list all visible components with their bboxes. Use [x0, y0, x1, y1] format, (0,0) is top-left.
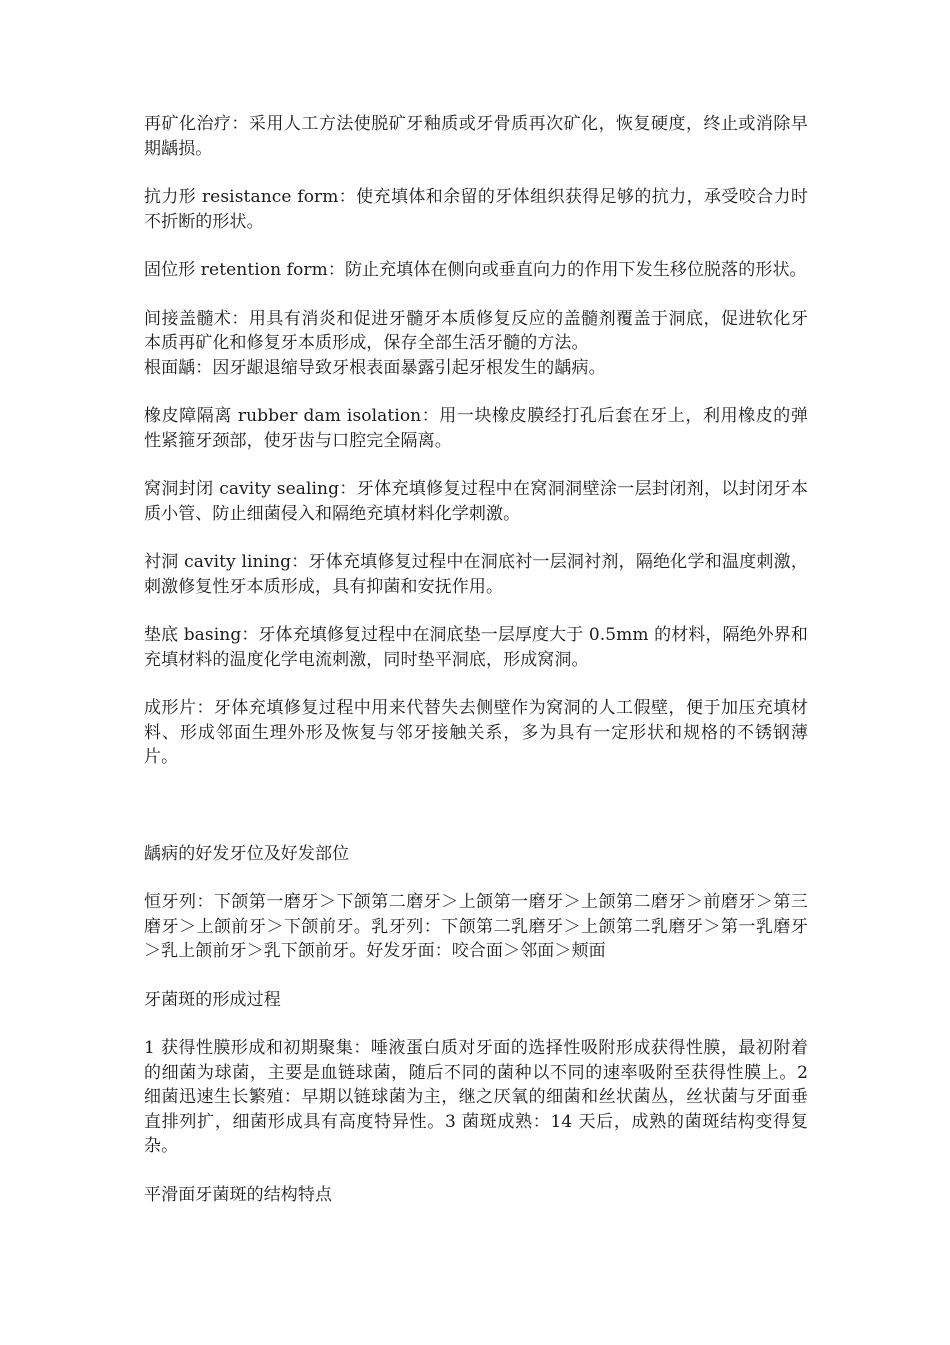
document-body: [144, 112, 808, 1231]
section-heading-plaque-formation: 牙菌斑的形成过程: [144, 989, 281, 1010]
section-heading-smooth-surface-plaque: 平滑面牙菌斑的结构特点: [144, 1184, 333, 1205]
paragraph-root-caries: 根面龋：因牙龈退缩导致牙根表面暴露引起牙根发生的龋病。: [144, 357, 606, 378]
paragraph-indirect-pulp-capping: 间接盖髓术：用具有消炎和促进牙髓牙本质修复反应的盖髓剂覆盖于洞底，促进软化牙本质再矿化和修复牙本质形成，保存全部生活牙髓的方法。: [144, 308, 808, 353]
paragraph-basing: 垫底 basing：牙体充填修复过程中在洞底垫一层厚度大于 0.5mm 的材料，隔绝外界和充填材料的温度化学电流刺激，同时垫平洞底，形成窝洞。: [144, 625, 808, 670]
section-gap: [144, 794, 808, 842]
paragraph-rubber-dam: 橡皮障隔离 rubber dam isolation：用一块橡皮膜经打孔后套在牙上，利用橡皮的弹性紧箍牙颈部，使牙齿与口腔完全隔离。: [144, 406, 808, 451]
paragraph-remineralization: 再矿化治疗：采用人工方法使脱矿牙釉质或牙骨质再次矿化，恢复硬度，终止或消除早期龋损。: [144, 114, 808, 159]
paragraph-cavity-lining: 衬洞 cavity lining：牙体充填修复过程中在洞底衬一层洞衬剂，隔绝化学和温度刺激，刺激修复性牙本质形成，具有抑菌和安抚作用。: [144, 552, 808, 597]
section-heading-caries-sites: 龋病的好发牙位及好发部位: [144, 843, 350, 864]
paragraph-matrix-band: 成形片：牙体充填修复过程中用来代替失去侧壁作为窝洞的人工假壁，便于加压充填材料、形成邻面生理外形及恢复与邻牙接触关系，多为具有一定形状和规格的不锈钢薄片。: [144, 698, 808, 767]
paragraph-cavity-sealing: 窝洞封闭 cavity sealing：牙体充填修复过程中在窝洞洞壁涂一层封闭剂，以封闭牙本质小管、防止细菌侵入和隔绝充填材料化学刺激。: [144, 479, 808, 524]
paragraph-retention-form: 固位形 retention form：防止充填体在侧向或垂直向力的作用下发生移位脱落的形状。: [144, 260, 807, 280]
section-body-caries-sites: 恒牙列：下颌第一磨牙＞下颌第二磨牙＞上颌第一磨牙＞上颌第二磨牙＞前磨牙＞第三磨牙＞上颌前牙＞下颌前牙。乳牙列：下颌第二乳磨牙＞上颌第二乳磨牙＞第一乳磨牙＞乳上颌前牙＞乳下颌前牙。好发牙面：咬合面＞邻面＞颊面: [144, 892, 808, 961]
paragraph-resistance-form: 抗力形 resistance form：使充填体和余留的牙体组织获得足够的抗力，承受咬合力时不折断的形状。: [144, 187, 808, 232]
section-body-plaque-formation: 1 获得性膜形成和初期聚集：唾液蛋白质对牙面的选择性吸附形成获得性膜，最初附着的细菌为球菌，主要是血链球菌，随后不同的菌种以不同的速率吸附至获得性膜上。2 细菌迅速生长繁殖：早期以链球菌为主，继之厌氧的细菌和丝状菌丛，丝状菌与牙面垂直排列扩，细菌形成具有高度特异性。3 菌斑成熟：14 天后，成熟的菌斑结构变得复杂。: [144, 1038, 808, 1156]
